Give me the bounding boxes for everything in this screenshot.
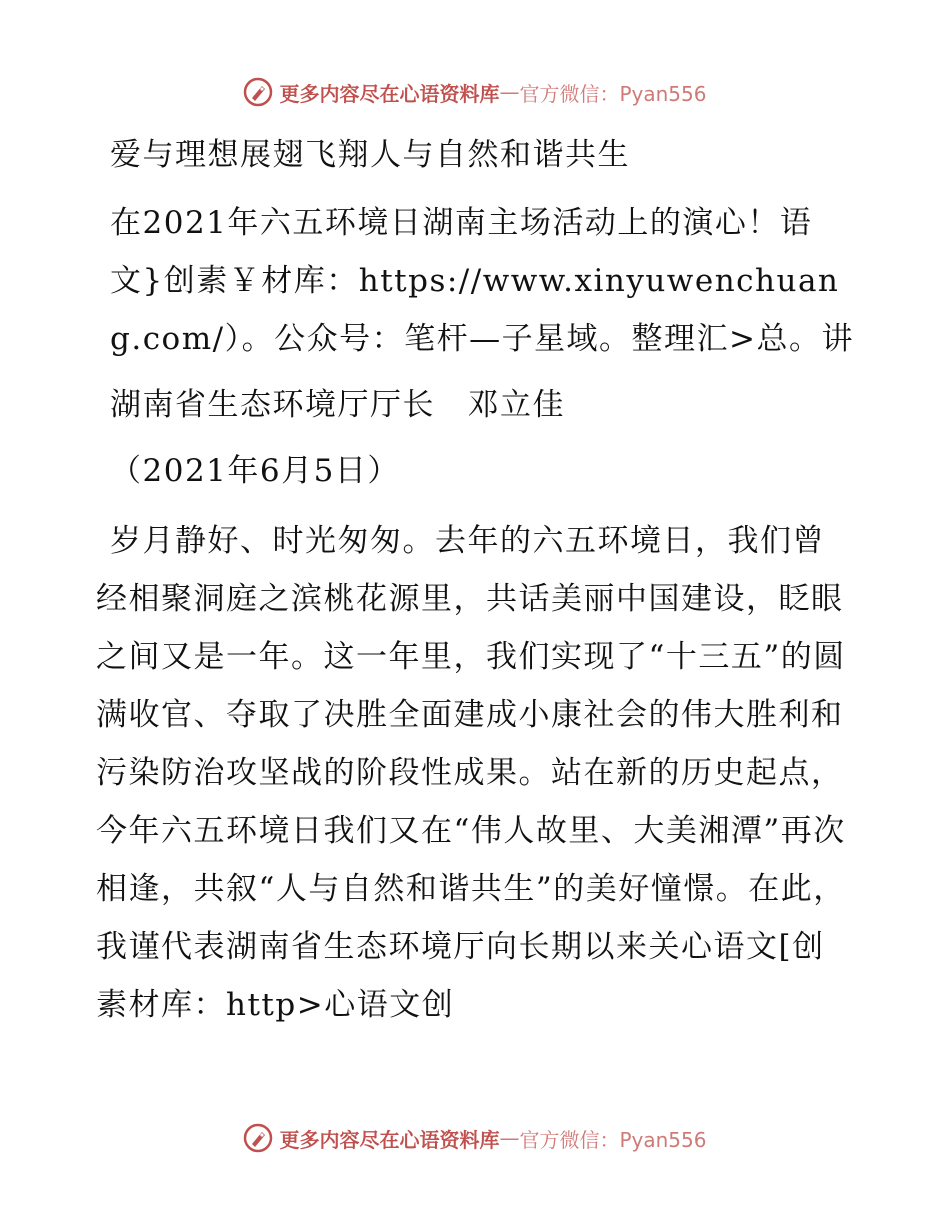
footer-watermark — [0, 1118, 950, 1158]
pen-nib-logo-icon — [243, 1123, 273, 1153]
header-watermark — [0, 72, 950, 112]
watermark-text: 更多内容尽在心语资料库 — [279, 81, 500, 106]
document-intro: 在2021年六五环境日湖南主场活动上的演心！语文}创素￥材库：https://www.xinyuwenchuang.com/）。公众号：笔杆—子星域。整理汇>总。讲 — [110, 205, 855, 357]
document-paragraph: 岁月静好、时光匆匆。去年的六五环境日，我们曾经相聚洞庭之滨桃花源里，共话美丽中国建设，眨眼之间又是一年。这一年里，我们实现了“十三五”的圆满收官、夺取了决胜全面建成小康社会的伟大胜利和污染防治攻坚战的阶段性成果。站在新的历史起点，今年六五环境日我们又在“伟人故里、大美湘潭”再次相逢，共叙“人与自然和谐共生”的美好憧憬。在此，我谨代表湖南省生态环境厅向长期以来关心语文[创素材库：http>心语文创 — [96, 523, 846, 1023]
pen-nib-logo-icon — [243, 77, 273, 107]
watermark-suffix: 官方微信：Pyan556 — [519, 1127, 707, 1152]
watermark-separator: — — [499, 1126, 520, 1150]
document-title: 爱与理想展翅飞翔人与自然和谐共生 — [110, 137, 630, 173]
document-body — [96, 126, 856, 1034]
document-author: 湖南省生态环境厅厅长 邓立佳 — [110, 387, 565, 423]
watermark-suffix: 官方微信：Pyan556 — [519, 81, 707, 106]
watermark-separator: — — [499, 80, 520, 104]
watermark-text: 更多内容尽在心语资料库 — [279, 1127, 500, 1152]
document-date: （2021年6月5日） — [110, 453, 400, 489]
